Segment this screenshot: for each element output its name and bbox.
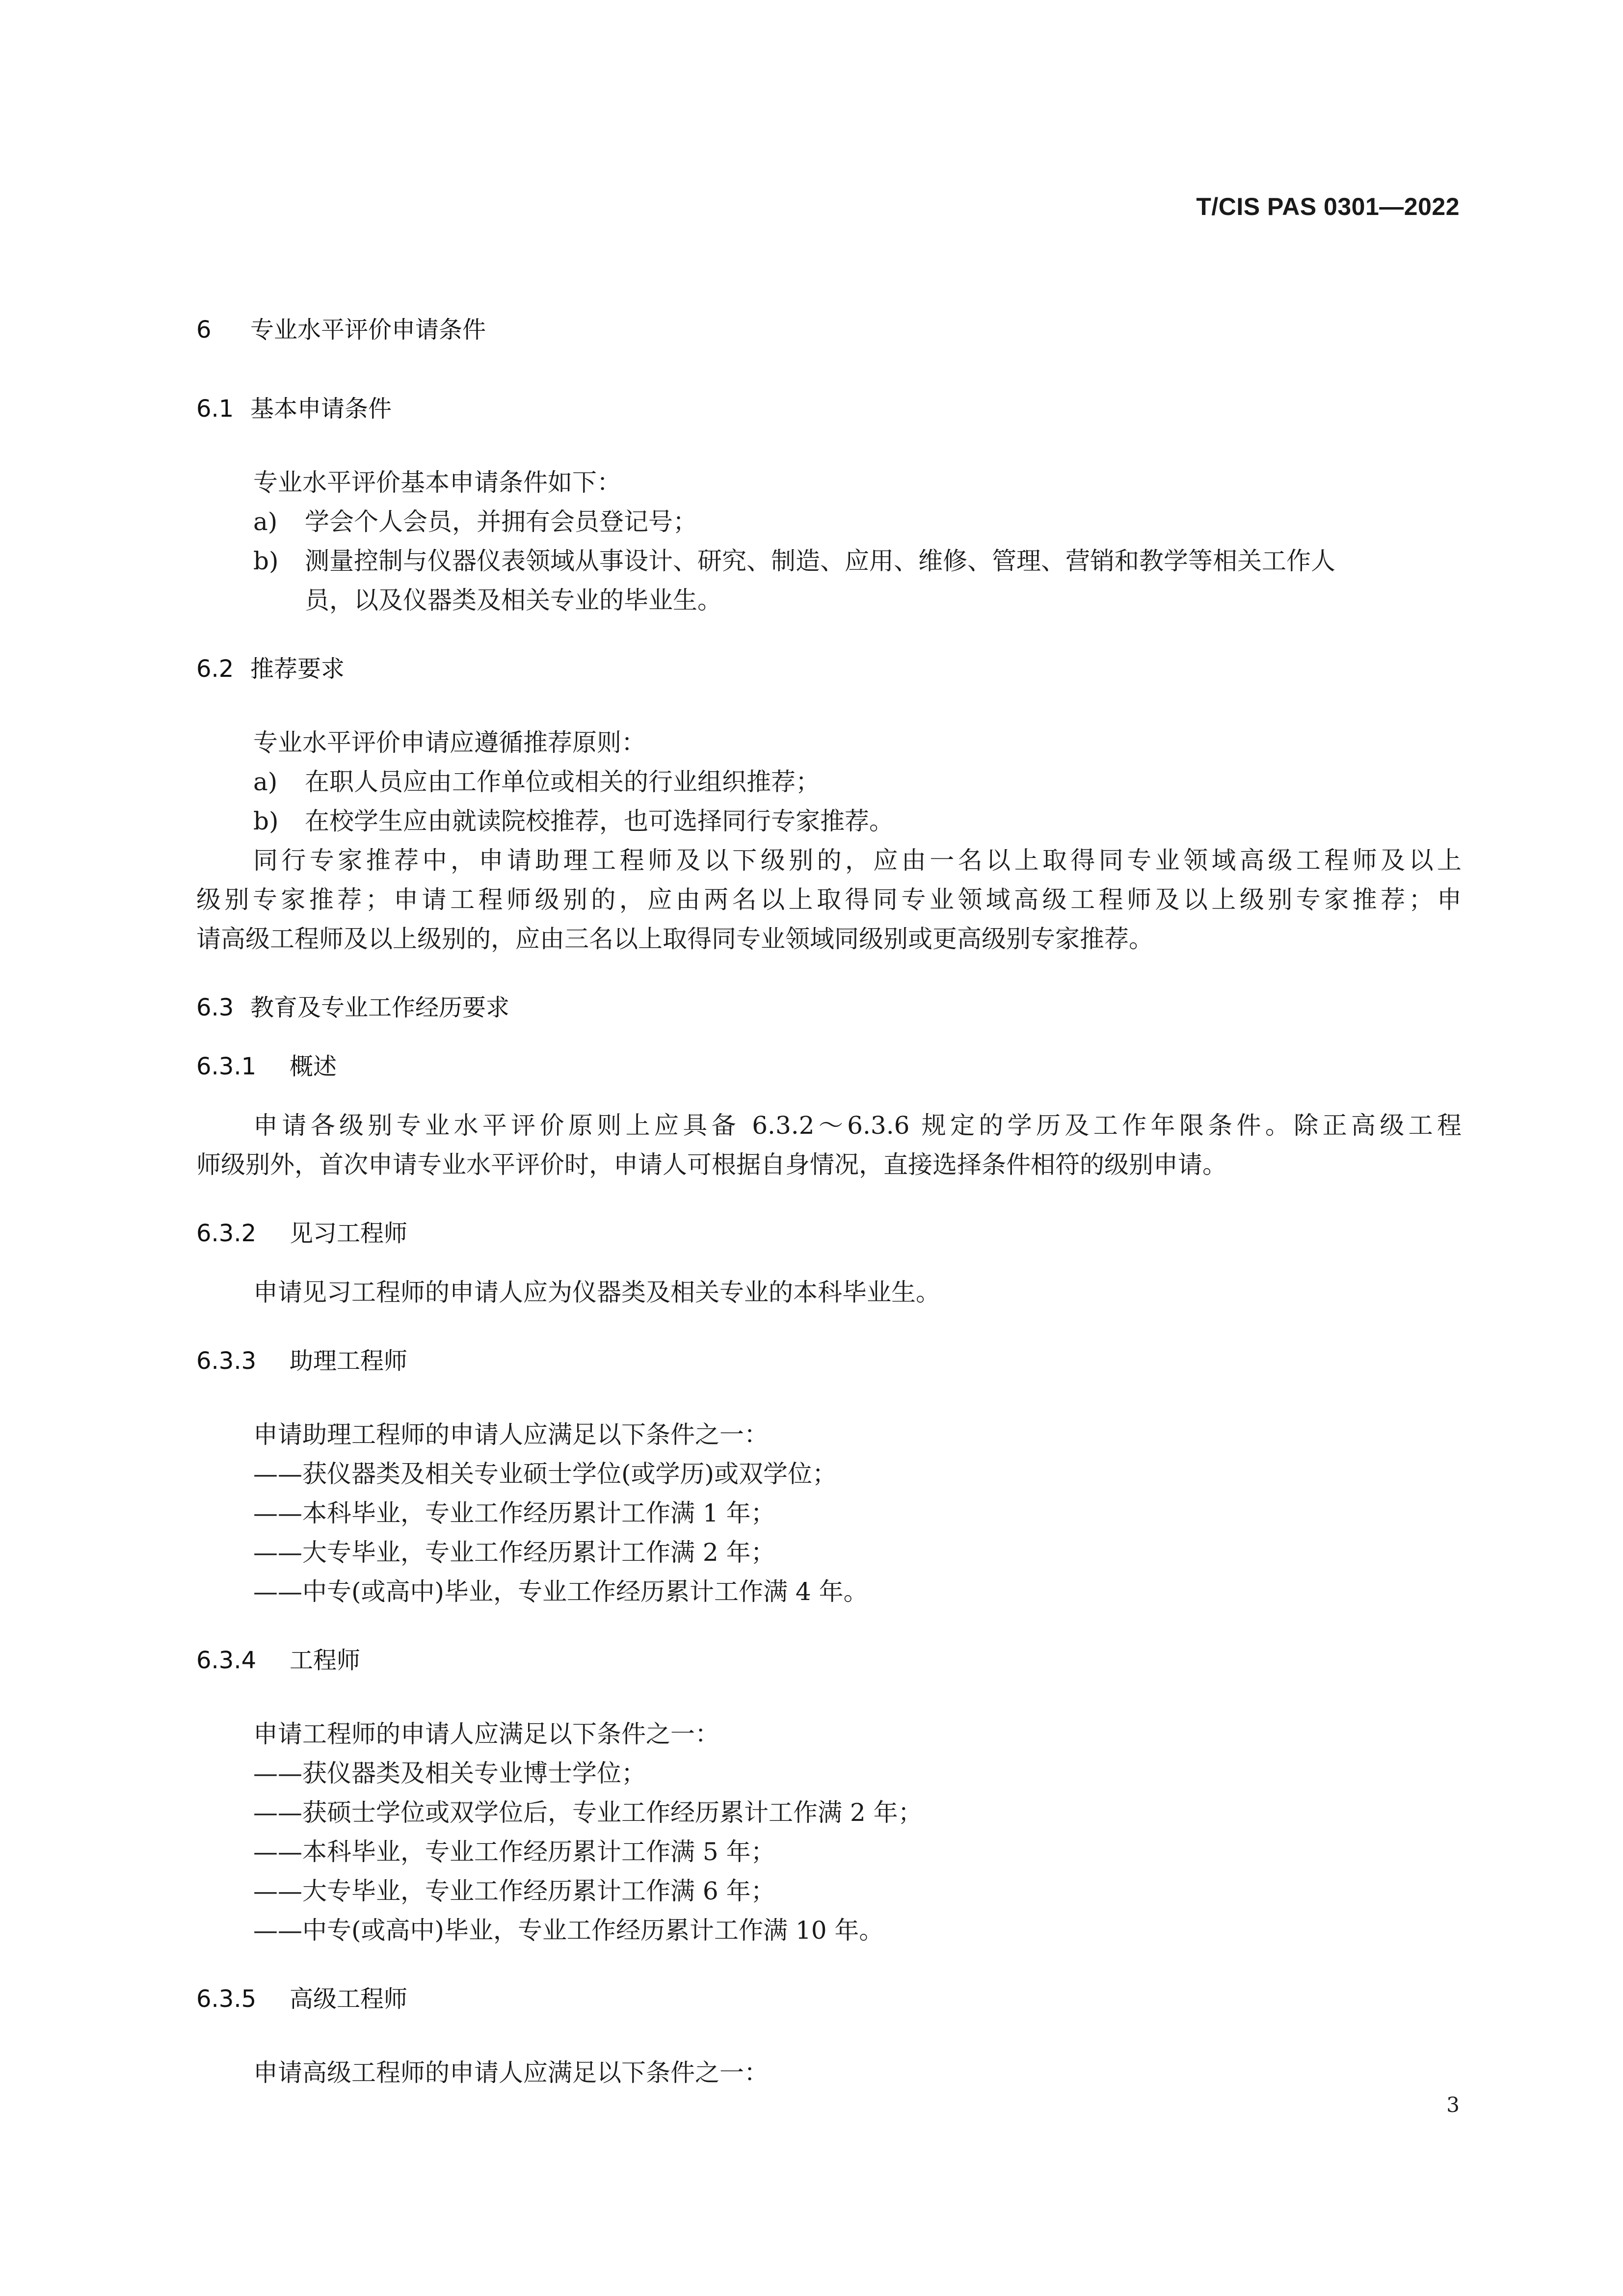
dash-item: ——获仪器类及相关专业硕士学位(或学历)或双学位； bbox=[253, 1460, 837, 1488]
dash-item: ——本科毕业，专业工作经历累计工作满 1 年； bbox=[253, 1499, 775, 1527]
list-label: a) bbox=[253, 507, 278, 536]
section-number: 6.2 bbox=[196, 655, 234, 683]
section-6-heading bbox=[196, 315, 486, 345]
section-6-3-1-heading bbox=[196, 1052, 337, 1081]
list-item bbox=[253, 546, 1335, 576]
paragraph-line: 申请各级别专业水平评价原则上应具备 6.3.2～6.3.6 规定的学历及工作年限条件。除正高级工程 bbox=[253, 1111, 1462, 1140]
list-text: 学会个人会员，并拥有会员登记号； bbox=[305, 507, 697, 536]
paragraph-line: 师级别外，首次申请专业水平评价时，申请人可根据自身情况，直接选择条件相符的级别申请。 bbox=[196, 1150, 1227, 1179]
list-item bbox=[253, 507, 697, 536]
section-6-2-heading bbox=[196, 654, 345, 684]
section-title: 高级工程师 bbox=[290, 1985, 408, 2013]
section-number: 6.3 bbox=[196, 994, 234, 1021]
dash-item: ——大专毕业，专业工作经历累计工作满 6 年； bbox=[253, 1877, 775, 1905]
section-6-1-heading bbox=[196, 394, 392, 424]
section-number: 6.3.1 bbox=[196, 1053, 257, 1080]
dash-item: ——获硕士学位或双学位后，专业工作经历累计工作满 2 年； bbox=[253, 1798, 923, 1827]
list-label: b) bbox=[253, 547, 279, 575]
dash-item: ——中专(或高中)毕业，专业工作经历累计工作满 4 年。 bbox=[253, 1577, 868, 1606]
page-number: 3 bbox=[1446, 2093, 1460, 2117]
list-label: a) bbox=[253, 768, 278, 796]
section-6-3-4-heading bbox=[196, 1646, 360, 1675]
list-text: 在职人员应由工作单位或相关的行业组织推荐； bbox=[305, 768, 820, 796]
list-item bbox=[253, 767, 820, 797]
section-number: 6.1 bbox=[196, 395, 234, 423]
section-title: 概述 bbox=[290, 1053, 337, 1080]
paragraph: 申请助理工程师的申请人应满足以下条件之一： bbox=[253, 1420, 769, 1449]
section-number: 6.3.2 bbox=[196, 1220, 257, 1247]
paragraph: 申请高级工程师的申请人应满足以下条件之一： bbox=[253, 2058, 769, 2087]
section-number: 6 bbox=[196, 316, 212, 344]
section-6-3-5-heading bbox=[196, 1984, 407, 2014]
section-6-3-2-heading bbox=[196, 1219, 407, 1248]
section-6-3-3-heading bbox=[196, 1346, 407, 1376]
section-title: 见习工程师 bbox=[290, 1220, 408, 1247]
section-title: 专业水平评价申请条件 bbox=[250, 316, 486, 344]
list-text: 测量控制与仪器仪表领域从事设计、研究、制造、应用、维修、管理、营销和教学等相关工作人 bbox=[305, 547, 1335, 575]
paragraph: 专业水平评价申请应遵循推荐原则： bbox=[253, 728, 646, 757]
dash-item: ——大专毕业，专业工作经历累计工作满 2 年； bbox=[253, 1538, 775, 1567]
paragraph-line: 同行专家推荐中，申请助理工程师及以下级别的，应由一名以上取得同专业领域高级工程师及以上 bbox=[253, 846, 1462, 875]
section-title: 助理工程师 bbox=[290, 1347, 408, 1375]
dash-item: ——中专(或高中)毕业，专业工作经历累计工作满 10 年。 bbox=[253, 1916, 884, 1945]
paragraph: 申请见习工程师的申请人应为仪器类及相关专业的本科毕业生。 bbox=[253, 1278, 940, 1307]
section-title: 推荐要求 bbox=[250, 655, 345, 683]
section-number: 6.3.3 bbox=[196, 1347, 257, 1375]
list-text: 在校学生应由就读院校推荐，也可选择同行专家推荐。 bbox=[305, 807, 894, 835]
paragraph: 专业水平评价基本申请条件如下： bbox=[253, 468, 621, 497]
paragraph-line: 请高级工程师及以上级别的，应由三名以上取得同专业领域同级别或更高级别专家推荐。 bbox=[196, 925, 1153, 953]
paragraph: 申请工程师的申请人应满足以下条件之一： bbox=[253, 1720, 719, 1748]
dash-item: ——本科毕业，专业工作经历累计工作满 5 年； bbox=[253, 1838, 775, 1866]
section-number: 6.3.4 bbox=[196, 1647, 257, 1674]
section-title: 基本申请条件 bbox=[250, 395, 392, 423]
section-number: 6.3.5 bbox=[196, 1985, 257, 2013]
list-item-continuation: 员，以及仪器类及相关专业的毕业生。 bbox=[305, 586, 722, 614]
list-label: b) bbox=[253, 807, 279, 835]
section-title: 教育及专业工作经历要求 bbox=[250, 994, 510, 1021]
standard-code: T/CIS PAS 0301—2022 bbox=[1196, 193, 1460, 220]
paragraph-line: 级别专家推荐；申请工程师级别的，应由两名以上取得同专业领域高级工程师及以上级别专家推荐；申 bbox=[196, 885, 1462, 914]
dash-item: ——获仪器类及相关专业博士学位； bbox=[253, 1759, 646, 1788]
section-title: 工程师 bbox=[290, 1647, 361, 1674]
list-item bbox=[253, 806, 894, 836]
section-6-3-heading bbox=[196, 993, 509, 1022]
